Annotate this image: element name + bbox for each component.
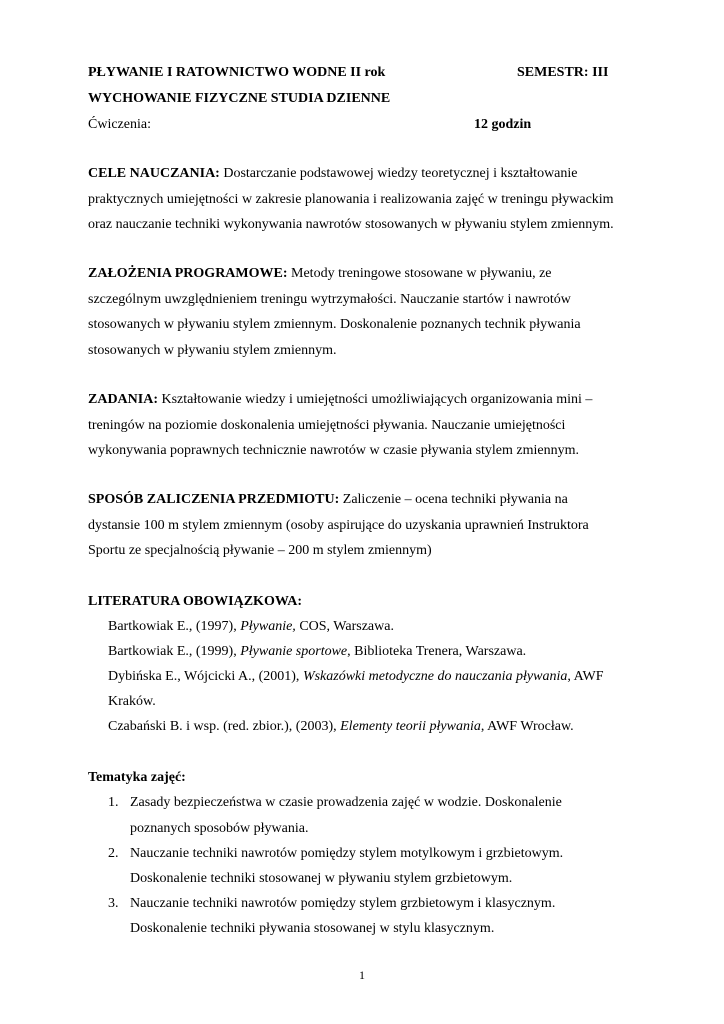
- course-title: PŁYWANIE I RATOWNICTWO WODNE II rok: [88, 65, 386, 80]
- topic-line: Nauczanie techniki nawrotów pomiędzy stylem motylkowym i grzbietowym.: [130, 846, 564, 861]
- assessment-heading: SPOSÓB ZALICZENIA PRZEDMIOTU:: [88, 492, 340, 507]
- topic-line: Doskonalenie techniki stosowanej w pływaniu stylem grzbietowym.: [130, 871, 513, 886]
- tasks-line-1: ZADANIA: Kształtowanie wiedzy i umiejętności umożliwiających organizowania mini –: [88, 392, 593, 407]
- literature-item: Bartkowiak E., (1997), Pływanie, COS, Warszawa.: [108, 619, 394, 634]
- literature-item-continuation: Kraków.: [108, 694, 156, 709]
- topic-line: Zasady bezpieczeństwa w czasie prowadzenia zajęć w wodzie. Doskonalenie: [130, 795, 562, 810]
- assessment-line-3: Sportu ze specjalnością pływanie – 200 m stylem zmiennym): [88, 543, 432, 558]
- topic-number: 3.: [108, 896, 119, 911]
- goals-line-1: CELE NAUCZANIA: Dostarczanie podstawowej wiedzy teoretycznej i kształtowanie: [88, 166, 578, 181]
- assessment-line-1: SPOSÓB ZALICZENIA PRZEDMIOTU: Zaliczenie – ocena techniki pływania na: [88, 492, 568, 507]
- goals-heading: CELE NAUCZANIA:: [88, 166, 220, 181]
- literature-item: Bartkowiak E., (1999), Pływanie sportowe, Biblioteka Trenera, Warszawa.: [108, 644, 527, 659]
- assumptions-line-3: stosowanych w pływaniu stylem zmiennym. Doskonalenie poznanych technik pływania: [88, 317, 581, 332]
- literature-heading: LITERATURA OBOWIĄZKOWA:: [88, 594, 303, 609]
- class-type: Ćwiczenia:: [88, 117, 151, 132]
- literature-item: Czabański B. i wsp. (red. zbior.), (2003), Elementy teorii pływania, AWF Wrocław.: [108, 719, 574, 734]
- hours: 12 godzin: [474, 117, 532, 132]
- assessment-line-2: dystansie 100 m stylem zmiennym (osoby aspirujące do uzyskania uprawnień Instruktora: [88, 518, 589, 533]
- topic-line: poznanych sposobów pływania.: [130, 821, 309, 836]
- faculty: WYCHOWANIE FIZYCZNE STUDIA DZIENNE: [88, 91, 391, 106]
- assumptions-heading: ZAŁOŻENIA PROGRAMOWE:: [88, 266, 288, 281]
- tasks-line-3: wykonywania poprawnych technicznie nawrotów w czasie pływania stylem zmiennym.: [88, 443, 580, 458]
- assumptions-line-2: szczególnym uwzględnieniem treningu wytrzymałości. Nauczanie startów i nawrotów: [88, 292, 571, 307]
- goals-line-2: praktycznych umiejętności w zakresie planowania i realizowania zajęć w treningu pływackim: [88, 192, 614, 207]
- assumptions-line-1: ZAŁOŻENIA PROGRAMOWE: Metody treningowe stosowane w pływaniu, ze: [88, 266, 552, 281]
- tasks-heading: ZADANIA:: [88, 392, 158, 407]
- semester: SEMESTR: III: [517, 65, 609, 80]
- topics-heading: Tematyka zajęć:: [88, 770, 186, 785]
- tasks-line-2: treningów na poziomie doskonalenia umiejętności pływania. Nauczanie umiejętności: [88, 418, 566, 433]
- assumptions-line-4: stosowanych w pływaniu stylem zmiennym.: [88, 343, 337, 358]
- literature-item: Dybińska E., Wójcicki A., (2001), Wskazówki metodyczne do nauczania pływania, AWF: [108, 669, 604, 684]
- topic-number: 2.: [108, 846, 119, 861]
- topic-line: Nauczanie techniki nawrotów pomiędzy stylem grzbietowym i klasycznym.: [130, 896, 556, 911]
- goals-line-3: oraz nauczanie techniki wykonywania nawrotów stosowanych w pływaniu stylem zmiennym.: [88, 217, 614, 232]
- topic-line: Doskonalenie techniki pływania stosowanej w stylu klasycznym.: [130, 921, 495, 936]
- page-number: 1: [359, 968, 365, 982]
- topic-number: 1.: [108, 795, 119, 810]
